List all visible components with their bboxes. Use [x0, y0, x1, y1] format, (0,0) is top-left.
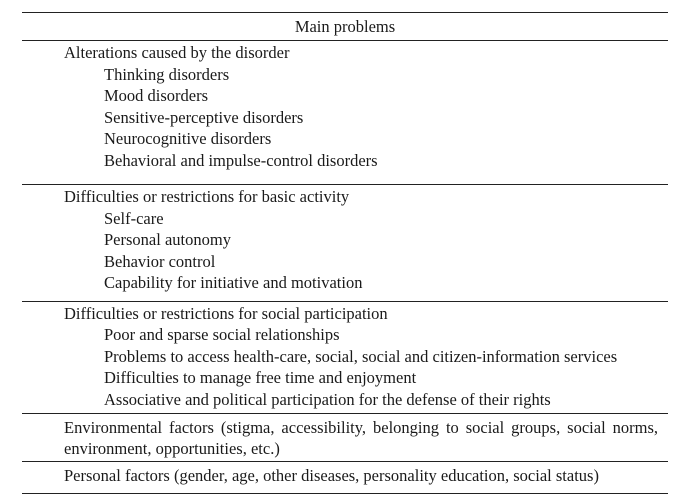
list-item: Capability for initiative and motivation — [104, 273, 363, 292]
list-item: Problems to access health-care, social, social and citizen-information services — [104, 346, 618, 366]
list-item: Behavior control — [104, 251, 216, 271]
list-item: Sensitive-perceptive disorders — [104, 107, 304, 127]
list-item: Personal autonomy — [104, 230, 231, 249]
category-label: Difficulties or restrictions for social participation — [64, 303, 388, 323]
category-label: Environmental factors (stigma, accessibility, belonging to social groups, social norms, environment, opportunities, etc.) — [64, 418, 658, 458]
list-item: Poor and sparse social relationships — [104, 325, 340, 344]
list-item: Mood disorders — [104, 86, 209, 105]
list-item: Behavioral and impulse-control disorders — [104, 150, 378, 170]
list-item: Neurocognitive disorders — [104, 129, 272, 148]
section-alterations — [22, 41, 668, 184]
list-item: Associative and political participation for the defense of their rights — [104, 389, 551, 409]
problems-table — [22, 12, 668, 494]
bottom-rule — [22, 493, 668, 494]
section-social-participation — [22, 302, 668, 414]
list-item: Difficulties to manage free time and enjoyment — [104, 368, 417, 387]
section-basic-activity — [22, 185, 668, 301]
section-personal — [22, 462, 668, 493]
category-label: Alterations caused by the disorder — [64, 43, 290, 62]
table-header: Main problems — [294, 17, 396, 36]
section-environmental — [22, 414, 668, 461]
list-item: Self-care — [104, 208, 164, 228]
category-label: Difficulties or restrictions for basic activity — [64, 187, 350, 206]
category-label: Personal factors (gender, age, other diseases, personality education, social status) — [64, 466, 599, 485]
list-item: Thinking disorders — [104, 64, 230, 84]
